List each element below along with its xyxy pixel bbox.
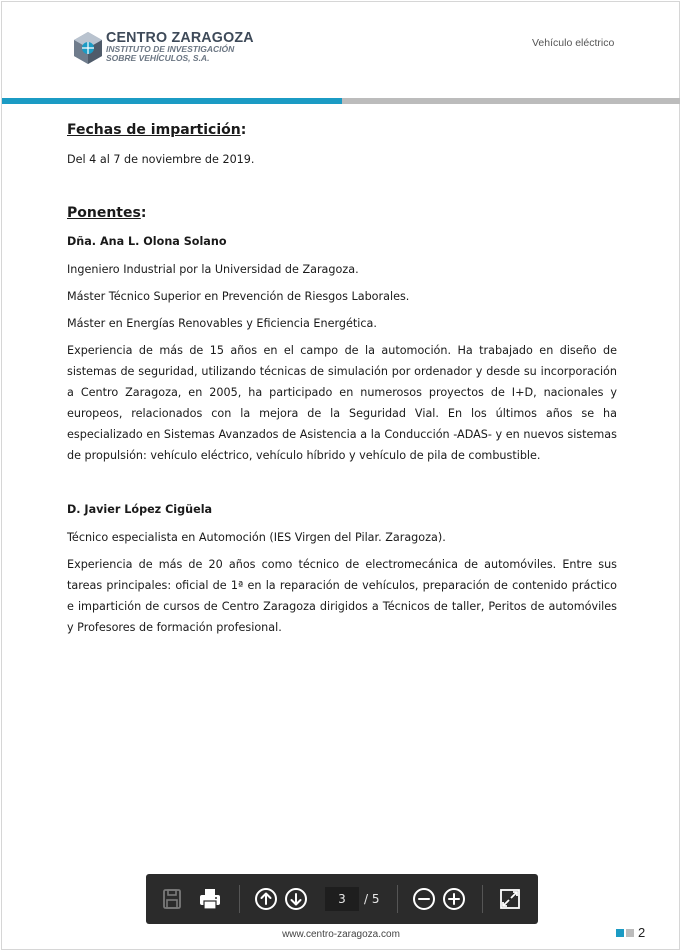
header-title: Vehículo eléctrico [532, 37, 615, 49]
ponentes-heading: Ponentes: [67, 205, 147, 221]
logo-name: CENTRO ZARAGOZA [106, 29, 254, 46]
page-total: / 5 [364, 892, 380, 906]
save-button[interactable] [159, 886, 185, 912]
next-page-button[interactable] [283, 886, 309, 912]
header-bar-blue [2, 98, 342, 104]
centro-zaragoza-logo [70, 29, 254, 70]
page-marker-blue [616, 929, 624, 937]
speaker1-master-2: Máster en Energías Renovables y Eficiencia Energética. [67, 317, 377, 330]
header-bar-gray [342, 98, 680, 104]
arrow-down-icon [283, 886, 309, 912]
fechas-heading: Fechas de impartición: [67, 122, 247, 138]
logo-mark-icon [70, 30, 106, 66]
previous-page-button[interactable] [253, 886, 279, 912]
page-number: 2 [638, 925, 646, 940]
document-body [67, 120, 617, 638]
zoom-out-icon [411, 886, 437, 912]
toolbar-separator [239, 885, 240, 913]
zoom-in-icon [441, 886, 467, 912]
print-icon [197, 886, 223, 912]
speaker1-name: Dña. Ana L. Olona Solano [67, 235, 227, 248]
zoom-in-button[interactable] [441, 886, 467, 912]
toolbar-separator [397, 885, 398, 913]
pdf-viewer-toolbar [146, 874, 538, 924]
save-icon [159, 886, 185, 912]
speaker1-bio: Experiencia de más de 15 años en el campo de la automoción. Ha trabajado en diseño de sistemas de seguridad, utilizando técnicas de simulación por ordenador y desde su incorporación a Centro Zaragoza, en 2005, ha participado en numerosos proyectos de I+D, nacionales y europeos, relacionados con la mejora de la Seguridad Vial. En los últimos años se ha especializado en Sistemas Avanzados de Asistencia a la Conducción -ADAS- y en nuevos sistemas de propulsión: vehículo eléctrico, vehículo híbrido y vehículo de pila de combustible. [67, 344, 617, 462]
speaker1-master-1: Máster Técnico Superior en Prevención de Riesgos Laborales. [67, 290, 410, 303]
zoom-out-button[interactable] [411, 886, 437, 912]
logo-subtitle-2: SOBRE VEHÍCULOS, S.A. [106, 53, 210, 63]
speaker2-title: Técnico especialista en Automoción (IES Virgen del Pilar. Zaragoza). [67, 531, 446, 544]
footer-url: www.centro-zaragoza.com [282, 929, 400, 940]
toolbar-separator [482, 885, 483, 913]
fullscreen-icon [497, 886, 523, 912]
fechas-text: Del 4 al 7 de noviembre de 2019. [67, 153, 255, 166]
speaker2-name: D. Javier López Cigüela [67, 503, 213, 516]
speaker2-bio: Experiencia de más de 20 años como técnico de electromecánica de automóviles. Entre sus tareas principales: oficial de 1ª en la reparación de vehículos, preparación de contenido práctico e impartición de cursos de Centro Zaragoza dirigidos a Técnicos de taller, Peritos de automóviles y Profesores de formación profesional. [67, 558, 617, 634]
speaker1-degree: Ingeniero Industrial por la Universidad de Zaragoza. [67, 263, 359, 276]
page-marker-gray [626, 929, 634, 937]
fullscreen-button[interactable] [497, 886, 523, 912]
logo-subtitle-1: INSTITUTO DE INVESTIGACIÓN [106, 44, 235, 54]
arrow-up-icon [253, 886, 279, 912]
page-number-input[interactable]: 3 [325, 887, 359, 911]
print-button[interactable] [197, 886, 223, 912]
